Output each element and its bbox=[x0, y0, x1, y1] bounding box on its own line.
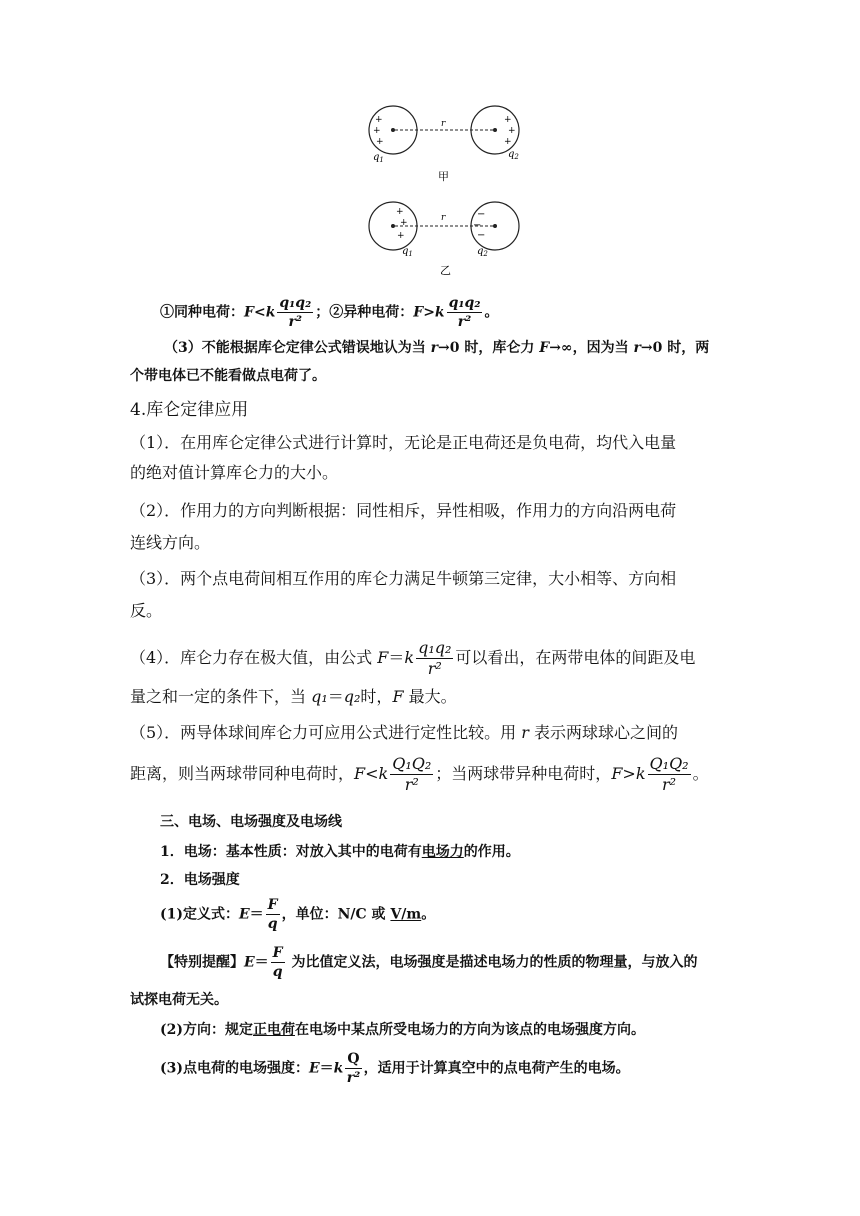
item-5-line2 bbox=[130, 756, 709, 793]
item-5-line1 bbox=[130, 722, 678, 744]
text: ，单位：N/C 或 bbox=[281, 906, 391, 923]
var-E: E bbox=[309, 1060, 320, 1077]
figure-jia bbox=[360, 100, 530, 190]
item-4-line2 bbox=[130, 686, 457, 708]
text: 在电场中某点所受电场力的方向为该点的电场强度方向。 bbox=[295, 1022, 645, 1038]
text: 可以看出，在两带电体的间距及电 bbox=[455, 648, 696, 667]
numerator: Q₁Q₂ bbox=[392, 754, 432, 773]
note-3-line2: 个带电体已不能看做点电荷了。 bbox=[130, 368, 326, 384]
text: (2)方向：规定 bbox=[160, 1022, 253, 1038]
var-k: k bbox=[333, 1060, 344, 1077]
distance-label: r bbox=[441, 119, 446, 129]
item-1-line1: （1）．在用库仑定律公式进行计算时，无论是正电荷还是负电荷，均代入电量 bbox=[130, 433, 677, 452]
minus-sign: − bbox=[477, 230, 486, 241]
center-q1 bbox=[391, 224, 395, 228]
figure-caption: 乙 bbox=[440, 264, 451, 277]
fraction bbox=[416, 640, 453, 677]
op: < bbox=[253, 304, 266, 321]
numerator: Q₁Q₂ bbox=[649, 754, 689, 773]
item-2-line1: （2）．作用力的方向判断根据：同性相斥，异性相吸，作用力的方向沿两电荷 bbox=[130, 501, 677, 520]
text: ；当两球带异种电荷时， bbox=[435, 764, 612, 783]
numerator: Q bbox=[347, 1051, 360, 1067]
text: 【特别提醒】 bbox=[160, 954, 244, 971]
text: 。 bbox=[692, 764, 709, 783]
numerator: F bbox=[267, 897, 278, 913]
q2-label: $q_2$ bbox=[508, 149, 519, 161]
var-F: F bbox=[354, 764, 366, 783]
denominator: r² bbox=[427, 659, 442, 678]
text: 的作用。 bbox=[463, 844, 520, 860]
plus-sign: + bbox=[504, 115, 512, 125]
distance-label: r bbox=[441, 213, 446, 223]
underlined-unit: V/m bbox=[390, 906, 422, 923]
var-k: k bbox=[434, 304, 445, 321]
field-strength-title: 2．电场强度 bbox=[160, 872, 240, 888]
var-r: r bbox=[430, 340, 439, 356]
denominator: r² bbox=[662, 775, 677, 794]
section-3-title: 三、电场、电场强度及电场线 bbox=[160, 814, 342, 830]
figure-caption: 甲 bbox=[438, 170, 449, 183]
fraction bbox=[345, 1052, 361, 1085]
tip-line2: 试探电荷无关。 bbox=[130, 992, 228, 1008]
direction-line bbox=[160, 1020, 645, 1040]
var-F: F bbox=[413, 304, 424, 321]
text: 1．电场：基本性质：对放入其中的电荷有 bbox=[160, 844, 422, 860]
q1-label: $q_1$ bbox=[373, 152, 384, 164]
var-q1: q₁ bbox=[311, 687, 328, 706]
op: > bbox=[622, 764, 636, 783]
var-F: F bbox=[244, 304, 254, 321]
same-diff-charge-line bbox=[160, 296, 498, 329]
op: < bbox=[365, 764, 379, 783]
text: 距离，则当两球带同种电荷时， bbox=[130, 764, 355, 783]
text: →0 时，库仑力 bbox=[438, 340, 540, 356]
denominator: r² bbox=[346, 1070, 361, 1086]
q1-label: $q_1$ bbox=[402, 246, 413, 258]
minus-sign: − bbox=[473, 220, 482, 231]
text: ①同种电荷： bbox=[160, 304, 244, 321]
text: (3)点电荷的电场强度： bbox=[160, 1060, 309, 1077]
q2-label: $q_2$ bbox=[477, 246, 488, 258]
plus-sign: + bbox=[508, 126, 516, 136]
denominator: q bbox=[267, 916, 278, 932]
text: 。 bbox=[421, 906, 436, 923]
underlined-term: 正电荷 bbox=[253, 1022, 295, 1038]
text: →∞，因为当 bbox=[549, 340, 634, 356]
plus-sign: + bbox=[397, 231, 405, 241]
denominator: r² bbox=[457, 314, 472, 330]
fraction bbox=[447, 296, 483, 329]
field-basic-line bbox=[160, 842, 520, 862]
op: ＝ bbox=[388, 648, 405, 667]
fraction bbox=[390, 756, 433, 793]
item-4-line1 bbox=[130, 640, 695, 677]
var-k: k bbox=[378, 764, 389, 783]
text: ；②异种电荷： bbox=[315, 304, 414, 321]
definition-line bbox=[160, 898, 435, 931]
var-F: F bbox=[611, 764, 623, 783]
op: ＝ bbox=[254, 954, 269, 971]
var-r: r bbox=[633, 340, 641, 356]
fraction bbox=[271, 946, 285, 979]
fraction bbox=[648, 756, 691, 793]
plus-sign: + bbox=[376, 137, 384, 147]
op: ＝ bbox=[319, 1060, 334, 1077]
plus-sign: + bbox=[373, 126, 381, 136]
numerator: q₁q₂ bbox=[448, 295, 481, 311]
center-q2 bbox=[493, 224, 497, 228]
item-3-line2: 反。 bbox=[130, 601, 163, 620]
var-E: E bbox=[239, 906, 250, 923]
point-charge-line bbox=[160, 1052, 630, 1085]
var-k: k bbox=[404, 648, 415, 667]
text: 时， bbox=[360, 687, 393, 706]
plus-sign: + bbox=[400, 218, 408, 228]
text: ，适用于计算真空中的点电荷产生的电场。 bbox=[363, 1060, 630, 1077]
note-3-line1 bbox=[164, 338, 709, 358]
text: （3）不能根据库仑定律公式错误地认为当 bbox=[164, 340, 431, 356]
fraction bbox=[266, 898, 280, 931]
text: 最大。 bbox=[403, 687, 457, 706]
text: 为比值定义法，电场强度是描述电场力的性质的物理量，与放入的 bbox=[286, 954, 698, 971]
denominator: q bbox=[272, 964, 283, 980]
tip-line1 bbox=[160, 946, 698, 979]
var-F: F bbox=[539, 340, 550, 356]
item-3-line1: （3）．两个点电荷间相互作用的库仑力满足牛顿第三定律，大小相等、方向相 bbox=[130, 569, 677, 588]
var-F: F bbox=[392, 687, 404, 706]
numerator: q₁q₂ bbox=[279, 295, 312, 311]
text: (1)定义式： bbox=[160, 906, 239, 923]
fraction bbox=[277, 296, 313, 329]
plus-sign: + bbox=[396, 207, 404, 217]
op: > bbox=[423, 304, 435, 321]
center-q1 bbox=[391, 128, 395, 132]
item-1-line2: 的绝对值计算库仑力的大小。 bbox=[130, 463, 339, 482]
text: （5）．两导体球间库仑力可应用公式进行定性比较。用 bbox=[130, 723, 522, 742]
underlined-term: 电场力 bbox=[421, 844, 464, 860]
var-F: F bbox=[377, 648, 389, 667]
section-4-title: 4.库仑定律应用 bbox=[130, 400, 249, 420]
var-E: E bbox=[244, 954, 255, 971]
op: ＝ bbox=[327, 687, 344, 706]
minus-sign: − bbox=[477, 209, 486, 220]
item-2-line2: 连线方向。 bbox=[130, 533, 211, 552]
op: ＝ bbox=[249, 906, 264, 923]
denominator: r² bbox=[288, 314, 303, 330]
text: 。 bbox=[484, 304, 499, 321]
text: （4）．库仑力存在极大值，由公式 bbox=[130, 648, 378, 667]
figure-yi bbox=[360, 198, 530, 280]
var-q2: q₂ bbox=[343, 687, 361, 706]
var-r: r bbox=[521, 723, 529, 742]
numerator: F bbox=[272, 945, 283, 961]
plus-sign: + bbox=[375, 115, 383, 125]
text: 量之和一定的条件下，当 bbox=[130, 687, 312, 706]
text: →0 时，两 bbox=[640, 340, 710, 356]
var-k: k bbox=[635, 764, 646, 783]
center-q2 bbox=[493, 128, 497, 132]
denominator: r² bbox=[404, 775, 419, 794]
var-k: k bbox=[265, 304, 276, 321]
numerator: q₁q₂ bbox=[418, 638, 452, 657]
plus-sign: + bbox=[504, 137, 512, 147]
text: 表示两球球心之间的 bbox=[528, 723, 679, 742]
